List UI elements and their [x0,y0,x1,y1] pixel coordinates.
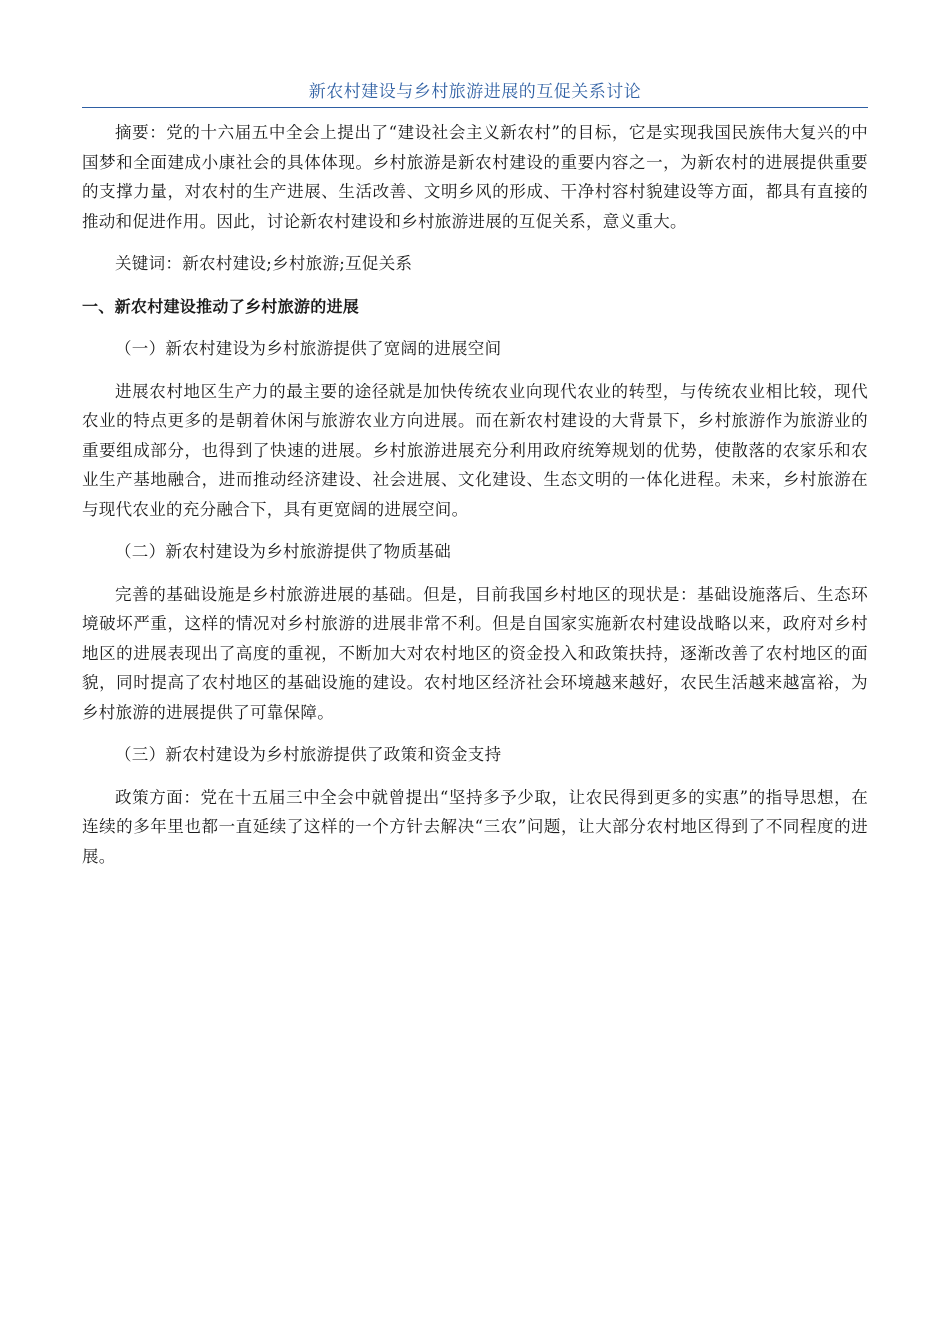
header-divider [82,107,868,108]
page-header-title: 新农村建设与乡村旅游进展的互促关系讨论 [308,82,642,102]
subsection-body-3: 政策方面：党在十五届三中全会中就曾提出“坚持多予少取，让农民得到更多的实惠”的指导思想，在连续的多年里也都一直延续了这样的一个方针去解决“三农”问题，让大部分农村地区得到了不同程度的进展。 [82,787,868,866]
subsection-body-1: 进展农村地区生产力的最主要的途径就是加快传统农业向现代农业的转型，与传统农业相比较，现代农业的特点更多的是朝着休闲与旅游农业方向进展。而在新农村建设的大背景下，乡村旅游作为旅游业的重要组成部分，也得到了快速的进展。乡村旅游进展充分利用政府统筹规划的优势，使散落的农家乐和农业生产基地融合，进而推动经济建设、社会进展、文化建设、生态文明的一体化进程。未来，乡村旅游在与现代农业的充分融合下，具有更宽阔的进展空间。 [82,381,868,519]
subsection-heading-2: （二）新农村建设为乡村旅游提供了物质基础 [115,542,451,561]
document-body [82,118,868,871]
keywords-paragraph: 关键词：新农村建设;乡村旅游;互促关系 [115,254,413,273]
section-heading: 一、新农村建设推动了乡村旅游的进展 [82,296,360,316]
subsection-heading-1: （一）新农村建设为乡村旅游提供了宽阔的进展空间 [115,339,502,358]
abstract-paragraph: 摘要：党的十六届五中全会上提出了“建设社会主义新农村”的目标，它是实现我国民族伟大复兴的中国梦和全面建成小康社会的具体体现。乡村旅游是新农村建设的重要内容之一，为新农村的进展提供重要的支撑力量，对农村的生产进展、生活改善、文明乡风的形成、干净村容村貌建设等方面，都具有直接的推动和促进作用。因此，讨论新农村建设和乡村旅游进展的互促关系，意义重大。 [82,123,868,231]
subsection-heading-3: （三）新农村建设为乡村旅游提供了政策和资金支持 [115,745,502,764]
subsection-body-2: 完善的基础设施是乡村旅游进展的基础。但是，目前我国乡村地区的现状是：基础设施落后、生态环境破坏严重，这样的情况对乡村旅游的进展非常不利。但是自国家实施新农村建设战略以来，政府对乡村地区的进展表现出了高度的重视，不断加大对农村地区的资金投入和政策扶持，逐渐改善了农村地区的面貌，同时提高了农村地区的基础设施的建设。农村地区经济社会环境越来越好，农民生活越来越富裕，为乡村旅游的进展提供了可靠保障。 [82,584,868,722]
